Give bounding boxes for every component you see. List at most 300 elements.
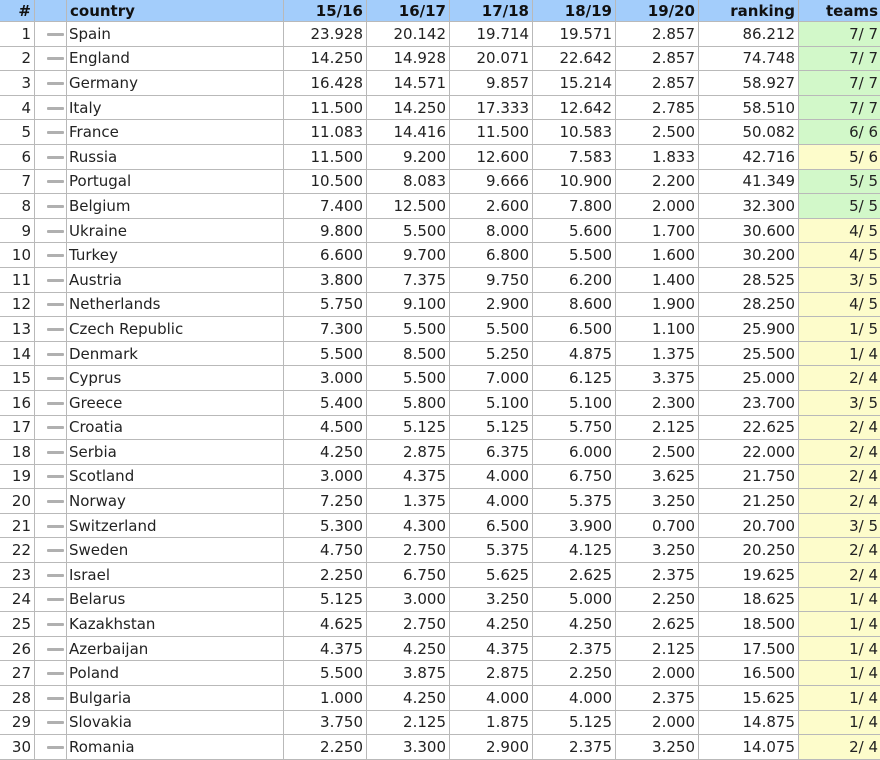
season-17-18-cell: 2.875 xyxy=(450,661,533,686)
rank-cell: 5 xyxy=(0,120,35,145)
season-19-20-cell: 1.900 xyxy=(616,292,699,317)
ranking-cell: 74.748 xyxy=(699,46,799,71)
teams-cell: 1/ 5 xyxy=(799,317,880,342)
season-16-17-cell: 6.750 xyxy=(367,563,450,588)
season-15-16-cell: 3.000 xyxy=(284,464,367,489)
season-16-17-cell: 14.250 xyxy=(367,95,450,120)
teams-cell: 2/ 4 xyxy=(799,415,880,440)
country-cell: Israel xyxy=(67,563,284,588)
trend-unchanged-icon xyxy=(47,254,64,257)
season-18-19-cell: 2.375 xyxy=(533,636,616,661)
header-trend xyxy=(35,0,67,22)
table-header xyxy=(0,0,880,22)
rank-cell: 29 xyxy=(0,710,35,735)
teams-cell: 2/ 4 xyxy=(799,563,880,588)
season-19-20-cell: 1.600 xyxy=(616,243,699,268)
table-row[interactable] xyxy=(0,218,880,243)
header-country[interactable]: country xyxy=(67,0,284,22)
season-18-19-cell: 5.500 xyxy=(533,243,616,268)
ranking-cell: 58.927 xyxy=(699,71,799,96)
ranking-cell: 42.716 xyxy=(699,144,799,169)
trend-unchanged-icon xyxy=(47,205,64,208)
trend-cell xyxy=(35,513,67,538)
season-17-18-cell: 12.600 xyxy=(450,144,533,169)
country-cell: Slovakia xyxy=(67,710,284,735)
rank-cell: 28 xyxy=(0,686,35,711)
trend-unchanged-icon xyxy=(47,303,64,306)
table-row[interactable] xyxy=(0,710,880,735)
rank-cell: 25 xyxy=(0,612,35,637)
season-19-20-cell: 2.300 xyxy=(616,390,699,415)
season-16-17-cell: 5.125 xyxy=(367,415,450,440)
teams-cell: 2/ 4 xyxy=(799,538,880,563)
country-cell: Austria xyxy=(67,267,284,292)
country-cell: Croatia xyxy=(67,415,284,440)
season-16-17-cell: 5.500 xyxy=(367,366,450,391)
trend-cell xyxy=(35,489,67,514)
season-18-19-cell: 19.571 xyxy=(533,22,616,47)
table-body xyxy=(0,22,880,760)
season-18-19-cell: 5.375 xyxy=(533,489,616,514)
teams-cell: 1/ 4 xyxy=(799,661,880,686)
season-18-19-cell: 5.600 xyxy=(533,218,616,243)
table-row[interactable] xyxy=(0,489,880,514)
table-row[interactable] xyxy=(0,194,880,219)
trend-unchanged-icon xyxy=(47,475,64,478)
season-18-19-cell: 7.583 xyxy=(533,144,616,169)
trend-cell xyxy=(35,95,67,120)
country-cell: Cyprus xyxy=(67,366,284,391)
ranking-cell: 18.500 xyxy=(699,612,799,637)
season-17-18-cell: 2.900 xyxy=(450,735,533,760)
season-17-18-cell: 19.714 xyxy=(450,22,533,47)
trend-cell xyxy=(35,710,67,735)
season-16-17-cell: 9.700 xyxy=(367,243,450,268)
season-15-16-cell: 5.125 xyxy=(284,587,367,612)
rank-cell: 10 xyxy=(0,243,35,268)
rank-cell: 11 xyxy=(0,267,35,292)
country-cell: Sweden xyxy=(67,538,284,563)
season-16-17-cell: 4.250 xyxy=(367,686,450,711)
season-18-19-cell: 6.200 xyxy=(533,267,616,292)
trend-cell xyxy=(35,538,67,563)
season-19-20-cell: 2.625 xyxy=(616,612,699,637)
trend-cell xyxy=(35,218,67,243)
trend-cell xyxy=(35,686,67,711)
table-row[interactable] xyxy=(0,563,880,588)
teams-cell: 2/ 4 xyxy=(799,366,880,391)
header-season-15-16[interactable]: 15/16 xyxy=(284,0,367,22)
season-16-17-cell: 2.750 xyxy=(367,612,450,637)
ranking-cell: 32.300 xyxy=(699,194,799,219)
table-row[interactable] xyxy=(0,440,880,465)
trend-cell xyxy=(35,661,67,686)
rank-cell: 21 xyxy=(0,513,35,538)
rank-cell: 23 xyxy=(0,563,35,588)
teams-cell: 1/ 4 xyxy=(799,636,880,661)
table-row[interactable] xyxy=(0,415,880,440)
rank-cell: 17 xyxy=(0,415,35,440)
season-16-17-cell: 8.500 xyxy=(367,341,450,366)
season-15-16-cell: 2.250 xyxy=(284,563,367,588)
rank-cell: 9 xyxy=(0,218,35,243)
ranking-cell: 21.750 xyxy=(699,464,799,489)
trend-cell xyxy=(35,636,67,661)
season-19-20-cell: 1.833 xyxy=(616,144,699,169)
table-row[interactable] xyxy=(0,317,880,342)
trend-cell xyxy=(35,415,67,440)
trend-cell xyxy=(35,612,67,637)
trend-unchanged-icon xyxy=(47,746,64,749)
season-18-19-cell: 3.900 xyxy=(533,513,616,538)
table-row[interactable] xyxy=(0,120,880,145)
country-cell: Denmark xyxy=(67,341,284,366)
header-season-16-17[interactable]: 16/17 xyxy=(367,0,450,22)
trend-cell xyxy=(35,563,67,588)
season-18-19-cell: 5.125 xyxy=(533,710,616,735)
country-cell: Belarus xyxy=(67,587,284,612)
teams-cell: 5/ 5 xyxy=(799,194,880,219)
season-19-20-cell: 1.700 xyxy=(616,218,699,243)
season-17-18-cell: 5.250 xyxy=(450,341,533,366)
ranking-cell: 25.900 xyxy=(699,317,799,342)
country-cell: Romania xyxy=(67,735,284,760)
rank-cell: 30 xyxy=(0,735,35,760)
trend-unchanged-icon xyxy=(47,451,64,454)
season-16-17-cell: 4.300 xyxy=(367,513,450,538)
table-row[interactable] xyxy=(0,243,880,268)
season-16-17-cell: 4.375 xyxy=(367,464,450,489)
ranking-cell: 20.700 xyxy=(699,513,799,538)
season-17-18-cell: 9.750 xyxy=(450,267,533,292)
season-18-19-cell: 5.100 xyxy=(533,390,616,415)
country-cell: Poland xyxy=(67,661,284,686)
season-17-18-cell: 9.857 xyxy=(450,71,533,96)
rank-cell: 16 xyxy=(0,390,35,415)
trend-cell xyxy=(35,71,67,96)
teams-cell: 2/ 4 xyxy=(799,735,880,760)
country-cell: Bulgaria xyxy=(67,686,284,711)
season-16-17-cell: 14.571 xyxy=(367,71,450,96)
table-row[interactable] xyxy=(0,144,880,169)
teams-cell: 3/ 5 xyxy=(799,390,880,415)
season-16-17-cell: 4.250 xyxy=(367,636,450,661)
season-17-18-cell: 9.666 xyxy=(450,169,533,194)
teams-cell: 4/ 5 xyxy=(799,243,880,268)
table-row[interactable] xyxy=(0,46,880,71)
ranking-cell: 28.250 xyxy=(699,292,799,317)
trend-cell xyxy=(35,317,67,342)
trend-unchanged-icon xyxy=(47,402,64,405)
season-15-16-cell: 4.625 xyxy=(284,612,367,637)
ranking-cell: 15.625 xyxy=(699,686,799,711)
table-row[interactable] xyxy=(0,464,880,489)
ranking-cell: 28.525 xyxy=(699,267,799,292)
season-16-17-cell: 3.300 xyxy=(367,735,450,760)
rank-cell: 26 xyxy=(0,636,35,661)
country-cell: Serbia xyxy=(67,440,284,465)
rank-cell: 4 xyxy=(0,95,35,120)
trend-cell xyxy=(35,440,67,465)
season-17-18-cell: 17.333 xyxy=(450,95,533,120)
season-16-17-cell: 2.125 xyxy=(367,710,450,735)
season-16-17-cell: 20.142 xyxy=(367,22,450,47)
trend-unchanged-icon xyxy=(47,328,64,331)
teams-cell: 3/ 5 xyxy=(799,267,880,292)
country-cell: Norway xyxy=(67,489,284,514)
ranking-cell: 23.700 xyxy=(699,390,799,415)
header-season-18-19[interactable]: 18/19 xyxy=(533,0,616,22)
season-19-20-cell: 2.200 xyxy=(616,169,699,194)
teams-cell: 1/ 4 xyxy=(799,587,880,612)
season-18-19-cell: 6.125 xyxy=(533,366,616,391)
country-cell: Spain xyxy=(67,22,284,47)
season-19-20-cell: 1.100 xyxy=(616,317,699,342)
season-15-16-cell: 9.800 xyxy=(284,218,367,243)
season-16-17-cell: 1.375 xyxy=(367,489,450,514)
season-16-17-cell: 9.100 xyxy=(367,292,450,317)
trend-unchanged-icon xyxy=(47,180,64,183)
ranking-cell: 86.212 xyxy=(699,22,799,47)
season-19-20-cell: 1.375 xyxy=(616,341,699,366)
season-16-17-cell: 8.083 xyxy=(367,169,450,194)
teams-cell: 7/ 7 xyxy=(799,95,880,120)
teams-cell: 7/ 7 xyxy=(799,22,880,47)
header-teams[interactable]: teams xyxy=(799,0,880,22)
rank-cell: 24 xyxy=(0,587,35,612)
trend-unchanged-icon xyxy=(47,672,64,675)
season-15-16-cell: 5.300 xyxy=(284,513,367,538)
season-19-20-cell: 3.250 xyxy=(616,735,699,760)
country-cell: Greece xyxy=(67,390,284,415)
season-17-18-cell: 5.375 xyxy=(450,538,533,563)
season-18-19-cell: 4.000 xyxy=(533,686,616,711)
table-row[interactable] xyxy=(0,366,880,391)
season-16-17-cell: 2.875 xyxy=(367,440,450,465)
season-18-19-cell: 6.000 xyxy=(533,440,616,465)
season-17-18-cell: 2.600 xyxy=(450,194,533,219)
ranking-cell: 18.625 xyxy=(699,587,799,612)
table-row[interactable] xyxy=(0,71,880,96)
season-18-19-cell: 5.750 xyxy=(533,415,616,440)
ranking-cell: 58.510 xyxy=(699,95,799,120)
header-ranking[interactable]: ranking xyxy=(699,0,799,22)
teams-cell: 1/ 4 xyxy=(799,686,880,711)
season-18-19-cell: 10.900 xyxy=(533,169,616,194)
season-18-19-cell: 2.375 xyxy=(533,735,616,760)
table-row[interactable] xyxy=(0,612,880,637)
season-15-16-cell: 5.500 xyxy=(284,341,367,366)
table-row[interactable] xyxy=(0,661,880,686)
season-15-16-cell: 5.400 xyxy=(284,390,367,415)
season-16-17-cell: 12.500 xyxy=(367,194,450,219)
table-row[interactable] xyxy=(0,587,880,612)
season-17-18-cell: 5.125 xyxy=(450,415,533,440)
ranking-cell: 14.075 xyxy=(699,735,799,760)
table-row[interactable] xyxy=(0,22,880,47)
teams-cell: 2/ 4 xyxy=(799,440,880,465)
table-row[interactable] xyxy=(0,735,880,760)
season-18-19-cell: 4.125 xyxy=(533,538,616,563)
teams-cell: 3/ 5 xyxy=(799,513,880,538)
trend-unchanged-icon xyxy=(47,82,64,85)
ranking-cell: 25.000 xyxy=(699,366,799,391)
trend-cell xyxy=(35,464,67,489)
season-16-17-cell: 9.200 xyxy=(367,144,450,169)
season-15-16-cell: 7.300 xyxy=(284,317,367,342)
trend-unchanged-icon xyxy=(47,574,64,577)
season-17-18-cell: 5.625 xyxy=(450,563,533,588)
trend-unchanged-icon xyxy=(47,648,64,651)
rank-cell: 8 xyxy=(0,194,35,219)
season-15-16-cell: 2.250 xyxy=(284,735,367,760)
ranking-cell: 30.200 xyxy=(699,243,799,268)
teams-cell: 5/ 5 xyxy=(799,169,880,194)
trend-unchanged-icon xyxy=(47,57,64,60)
trend-unchanged-icon xyxy=(47,500,64,503)
country-cell: Portugal xyxy=(67,169,284,194)
season-15-16-cell: 11.083 xyxy=(284,120,367,145)
season-19-20-cell: 2.000 xyxy=(616,661,699,686)
season-18-19-cell: 22.642 xyxy=(533,46,616,71)
country-cell: Belgium xyxy=(67,194,284,219)
season-17-18-cell: 2.900 xyxy=(450,292,533,317)
season-15-16-cell: 7.250 xyxy=(284,489,367,514)
season-15-16-cell: 4.750 xyxy=(284,538,367,563)
ranking-cell: 16.500 xyxy=(699,661,799,686)
teams-cell: 1/ 4 xyxy=(799,710,880,735)
season-15-16-cell: 11.500 xyxy=(284,144,367,169)
season-16-17-cell: 2.750 xyxy=(367,538,450,563)
season-17-18-cell: 6.375 xyxy=(450,440,533,465)
rank-cell: 20 xyxy=(0,489,35,514)
season-19-20-cell: 2.857 xyxy=(616,46,699,71)
rank-cell: 2 xyxy=(0,46,35,71)
season-15-16-cell: 14.250 xyxy=(284,46,367,71)
table-row[interactable] xyxy=(0,538,880,563)
table-row[interactable] xyxy=(0,95,880,120)
trend-cell xyxy=(35,194,67,219)
season-19-20-cell: 2.857 xyxy=(616,71,699,96)
trend-cell xyxy=(35,243,67,268)
country-cell: Switzerland xyxy=(67,513,284,538)
trend-cell xyxy=(35,267,67,292)
season-18-19-cell: 7.800 xyxy=(533,194,616,219)
season-16-17-cell: 5.500 xyxy=(367,218,450,243)
season-17-18-cell: 4.000 xyxy=(450,686,533,711)
trend-unchanged-icon xyxy=(47,156,64,159)
table-row[interactable] xyxy=(0,341,880,366)
table-row[interactable] xyxy=(0,686,880,711)
season-19-20-cell: 2.785 xyxy=(616,95,699,120)
trend-cell xyxy=(35,390,67,415)
season-18-19-cell: 15.214 xyxy=(533,71,616,96)
trend-unchanged-icon xyxy=(47,549,64,552)
rank-cell: 6 xyxy=(0,144,35,169)
table-row[interactable] xyxy=(0,390,880,415)
header-season-17-18[interactable]: 17/18 xyxy=(450,0,533,22)
table-row[interactable] xyxy=(0,169,880,194)
country-cell: Russia xyxy=(67,144,284,169)
ranking-cell: 14.875 xyxy=(699,710,799,735)
trend-unchanged-icon xyxy=(47,697,64,700)
header-row xyxy=(0,0,880,22)
season-19-20-cell: 2.375 xyxy=(616,563,699,588)
season-19-20-cell: 3.375 xyxy=(616,366,699,391)
season-18-19-cell: 12.642 xyxy=(533,95,616,120)
rank-cell: 22 xyxy=(0,538,35,563)
season-19-20-cell: 2.500 xyxy=(616,120,699,145)
country-cell: Azerbaijan xyxy=(67,636,284,661)
rank-cell: 13 xyxy=(0,317,35,342)
season-19-20-cell: 1.400 xyxy=(616,267,699,292)
teams-cell: 7/ 7 xyxy=(799,46,880,71)
season-16-17-cell: 5.800 xyxy=(367,390,450,415)
trend-cell xyxy=(35,169,67,194)
rank-cell: 1 xyxy=(0,22,35,47)
trend-unchanged-icon xyxy=(47,131,64,134)
rank-cell: 12 xyxy=(0,292,35,317)
season-16-17-cell: 14.416 xyxy=(367,120,450,145)
season-17-18-cell: 6.800 xyxy=(450,243,533,268)
season-17-18-cell: 1.875 xyxy=(450,710,533,735)
header-season-19-20[interactable]: 19/20 xyxy=(616,0,699,22)
season-19-20-cell: 0.700 xyxy=(616,513,699,538)
season-15-16-cell: 4.250 xyxy=(284,440,367,465)
table-row[interactable] xyxy=(0,636,880,661)
ranking-cell: 17.500 xyxy=(699,636,799,661)
season-15-16-cell: 3.000 xyxy=(284,366,367,391)
season-19-20-cell: 2.125 xyxy=(616,636,699,661)
season-17-18-cell: 4.375 xyxy=(450,636,533,661)
season-19-20-cell: 2.375 xyxy=(616,686,699,711)
teams-cell: 1/ 4 xyxy=(799,341,880,366)
country-cell: Ukraine xyxy=(67,218,284,243)
trend-cell xyxy=(35,22,67,47)
teams-cell: 1/ 4 xyxy=(799,612,880,637)
season-17-18-cell: 5.100 xyxy=(450,390,533,415)
rank-cell: 15 xyxy=(0,366,35,391)
country-cell: Kazakhstan xyxy=(67,612,284,637)
season-18-19-cell: 5.000 xyxy=(533,587,616,612)
season-19-20-cell: 2.250 xyxy=(616,587,699,612)
trend-unchanged-icon xyxy=(47,525,64,528)
trend-unchanged-icon xyxy=(47,107,64,110)
country-cell: Czech Republic xyxy=(67,317,284,342)
season-19-20-cell: 2.125 xyxy=(616,415,699,440)
season-15-16-cell: 23.928 xyxy=(284,22,367,47)
table-row[interactable] xyxy=(0,513,880,538)
season-15-16-cell: 4.500 xyxy=(284,415,367,440)
season-18-19-cell: 4.875 xyxy=(533,341,616,366)
trend-cell xyxy=(35,120,67,145)
season-17-18-cell: 4.000 xyxy=(450,489,533,514)
trend-unchanged-icon xyxy=(47,721,64,724)
country-cell: France xyxy=(67,120,284,145)
country-cell: Germany xyxy=(67,71,284,96)
table-row[interactable] xyxy=(0,292,880,317)
rank-cell: 27 xyxy=(0,661,35,686)
country-cell: Italy xyxy=(67,95,284,120)
trend-unchanged-icon xyxy=(47,598,64,601)
ranking-cell: 25.500 xyxy=(699,341,799,366)
season-19-20-cell: 2.857 xyxy=(616,22,699,47)
season-18-19-cell: 4.250 xyxy=(533,612,616,637)
header-rank[interactable]: # xyxy=(0,0,35,22)
trend-cell xyxy=(35,292,67,317)
table-row[interactable] xyxy=(0,267,880,292)
season-17-18-cell: 8.000 xyxy=(450,218,533,243)
